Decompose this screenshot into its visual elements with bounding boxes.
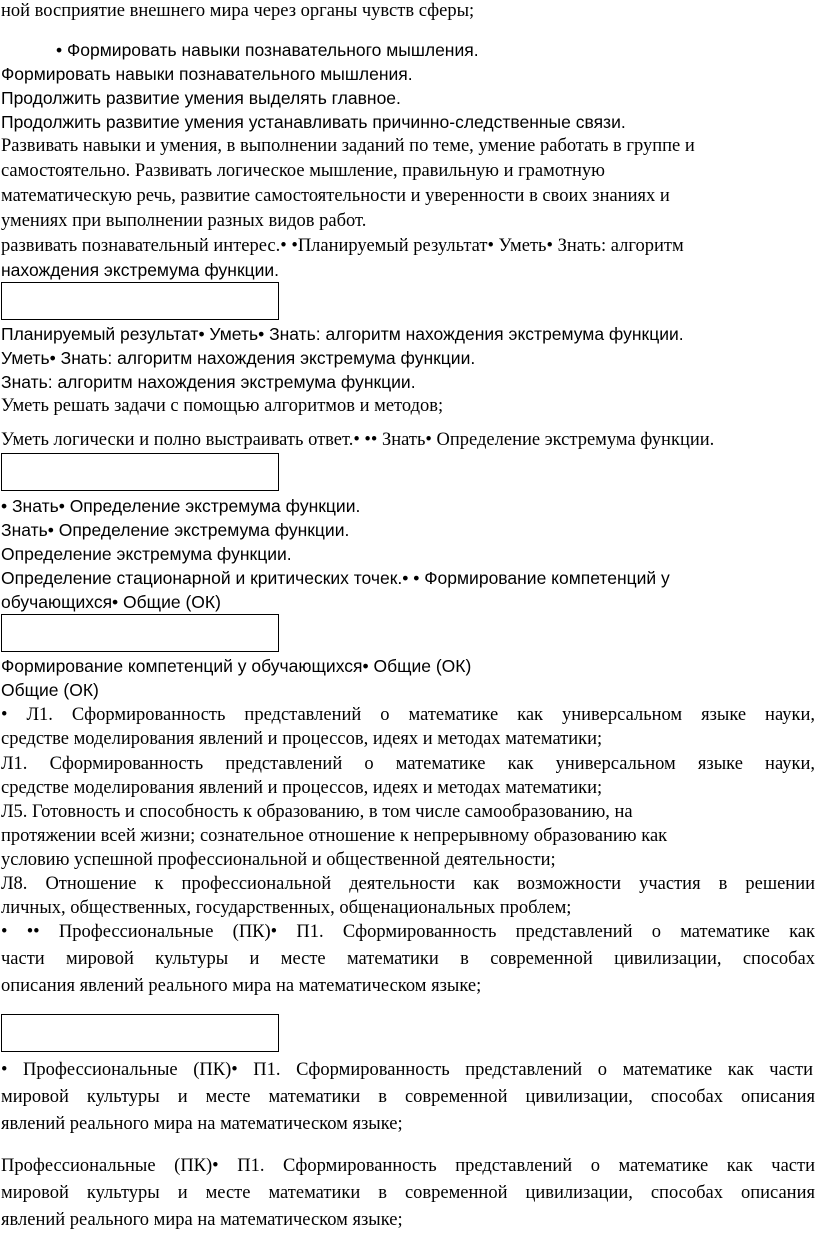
line: Формировать навыки познавательного мышления.: [1, 64, 413, 84]
line: описания явлений реального мира на математическом языке;: [1, 976, 482, 996]
line: Продолжить развитие умения выделять главное.: [1, 88, 401, 108]
line: • Знать• Определение экстремума функции.: [1, 496, 361, 516]
line: условию успешной профессиональной и общественной деятельности;: [1, 850, 556, 870]
line: Планируемый результат• Уметь• Знать: алгоритм нахождения экстремума функции.: [1, 324, 684, 344]
line: Продолжить развитие умения устанавливать причинно-следственные связи.: [1, 112, 626, 132]
line: части мировой культуры и месте математики в современной цивилизации, способах: [1, 949, 815, 969]
line: Уметь решать задачи с помощью алгоритмов и методов;: [1, 396, 444, 416]
empty-box: [1, 453, 279, 491]
line: Л5. Готовность и способность к образованию, в том числе самообразованию, на: [1, 802, 633, 822]
line: явлений реального мира на математическом языке;: [1, 1210, 403, 1230]
line: средстве моделирования явлений и процессов, идеях и методах математики;: [1, 778, 603, 798]
line: мировой культуры и месте математики в современной цивилизации, способах описания: [1, 1087, 815, 1107]
line: Определение стационарной и критических точек.• • Формирование компетенций у: [1, 568, 670, 588]
line: Определение экстремума функции.: [1, 544, 292, 564]
line: Общие (ОК): [1, 680, 99, 700]
line: ной восприятие внешнего мира через органы чувств сферы;: [1, 1, 475, 21]
line: Л1. Сформированность представлений о математике как универсальном языке науки,: [1, 754, 815, 774]
line: Л8. Отношение к профессиональной деятельности как возможности участия в решении: [1, 874, 815, 894]
line: протяжении всей жизни; сознательное отношение к непрерывному образованию как: [1, 826, 668, 846]
line: Развивать навыки и умения, в выполнении заданий по теме, умение работать в группе и: [1, 136, 695, 156]
line: Профессиональные (ПК)• П1. Сформированность представлений о математике как части: [1, 1156, 815, 1176]
line: • Л1. Сформированность представлений о математике как универсальном языке науки,: [1, 705, 815, 725]
line: • Формировать навыки познавательного мышления.: [56, 40, 479, 60]
line: Формирование компетенций у обучающихся• Общие (ОК): [1, 656, 472, 676]
line: умениях при выполнении разных видов работ.: [1, 211, 367, 231]
line: развивать познавательный интерес.• •Планируемый результат• Уметь• Знать: алгоритм: [1, 236, 684, 256]
line: явлений реального мира на математическом языке;: [1, 1114, 403, 1134]
line: самостоятельно. Развивать логическое мышление, правильную и грамотную: [1, 161, 605, 181]
line: личных, общественных, государственных, общенациональных проблем;: [1, 898, 572, 918]
line: Уметь• Знать: алгоритм нахождения экстремума функции.: [1, 348, 476, 368]
line: Уметь логически и полно выстраивать ответ.• •• Знать• Определение экстремума функции.: [1, 430, 715, 450]
line: математическую речь, развитие самостоятельности и уверенности в своих знаниях и: [1, 186, 670, 206]
line: Знать: алгоритм нахождения экстремума функции.: [1, 372, 416, 392]
line: Знать• Определение экстремума функции.: [1, 520, 350, 540]
line: нахождения экстремума функции.: [1, 260, 280, 280]
line: средстве моделирования явлений и процессов, идеях и методах математики;: [1, 729, 603, 749]
line: обучающихся• Общие (ОК): [1, 592, 221, 612]
empty-box: [1, 1014, 279, 1052]
empty-box: [1, 614, 279, 652]
line: мировой культуры и месте математики в современной цивилизации, способах описания: [1, 1183, 815, 1203]
empty-box: [1, 282, 279, 320]
line: • •• Профессиональные (ПК)• П1. Сформированность представлений о математике как: [1, 922, 815, 942]
line: • Профессиональные (ПК)• П1. Сформированность представлений о математике как части: [1, 1060, 813, 1080]
